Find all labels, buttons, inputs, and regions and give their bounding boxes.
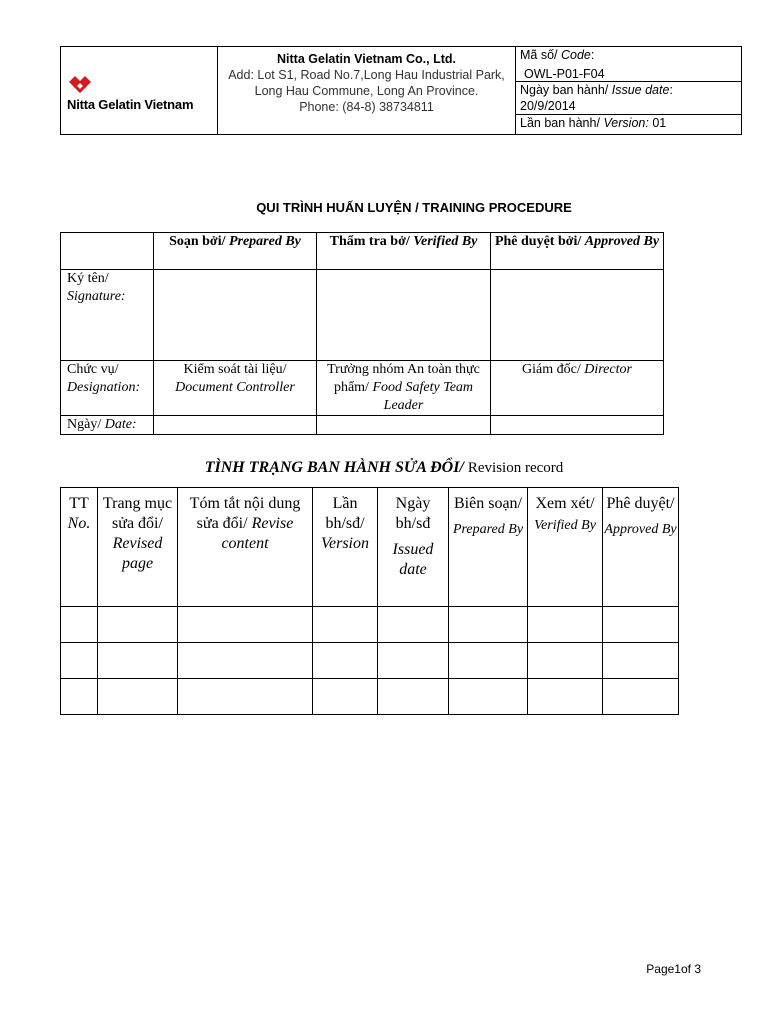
code-value: OWL-P01-F04	[516, 68, 742, 82]
col-issued-date: Ngày bh/sđ Issued date	[378, 488, 449, 607]
prepared-date	[154, 416, 317, 435]
approval-table	[60, 232, 664, 435]
col-prepared-by: Biên soạn/ Prepared By	[449, 488, 528, 607]
table-row	[61, 643, 679, 679]
col-version: Lần bh/sđ/ Version	[313, 488, 378, 607]
document-header	[60, 46, 742, 135]
table-row	[61, 607, 679, 643]
logo-text: Nitta Gelatin Vietnam	[67, 97, 194, 112]
address-line-2: Long Hau Commune, Long An Province.	[254, 84, 479, 98]
table-row	[61, 679, 679, 715]
verified-date	[317, 416, 491, 435]
code-label: Mã số/ Code:	[516, 47, 742, 68]
verified-signature	[317, 270, 491, 361]
col-revised-page: Trang mục sửa đổi/ Revised page	[98, 488, 178, 607]
company-info	[218, 47, 516, 135]
revision-table	[60, 487, 679, 715]
version-value: 01	[652, 116, 667, 130]
date-label: Ngày/ Date:	[61, 416, 154, 435]
page-number: Page1of 3	[646, 962, 701, 976]
approved-signature	[491, 270, 664, 361]
issue-date-value: 20/9/2014	[520, 99, 576, 113]
revision-header-row	[61, 488, 679, 607]
verified-by-header: Thẩm tra bở/ Verified By	[317, 233, 491, 270]
designation-label: Chức vụ/ Designation:	[61, 361, 154, 416]
signature-label: Ký tên/ Signature:	[61, 270, 154, 361]
address-line-1: Add: Lot S1, Road No.7,Long Hau Industrial Park,	[228, 68, 505, 82]
approved-date	[491, 416, 664, 435]
issue-date: Ngày ban hành/ Issue date: 20/9/2014	[516, 82, 742, 115]
version: Lần ban hành/ Version: 01	[516, 115, 742, 135]
col-revise-content: Tóm tắt nội dung sửa đổi/ Revise content	[178, 488, 313, 607]
approved-by-header: Phê duyệt bởi/ Approved By	[491, 233, 664, 270]
phone: Phone: (84-8) 38734811	[299, 100, 434, 114]
logo-cell	[61, 47, 218, 135]
approval-corner	[61, 233, 154, 270]
prepared-signature	[154, 270, 317, 361]
prepared-designation: Kiểm soát tài liệu/ Document Controller	[154, 361, 317, 416]
approved-designation: Giám đốc/ Director	[491, 361, 664, 416]
prepared-by-header: Soạn bởi/ Prepared By	[154, 233, 317, 270]
document-title: QUI TRÌNH HUẤN LUYỆN / TRAINING PROCEDURE	[256, 200, 572, 215]
revision-record-title: TÌNH TRẠNG BAN HÀNH SỬA ĐỔI/ Revision record	[204, 459, 564, 476]
company-name: Nitta Gelatin Vietnam Co., Ltd.	[277, 52, 456, 66]
verified-designation: Trưởng nhóm An toàn thực phẩm/ Food Safety Team Leader	[317, 361, 491, 416]
col-approved-by: Phê duyệt/ Approved By	[603, 488, 679, 607]
col-verified-by: Xem xét/ Verified By	[528, 488, 603, 607]
col-no: TT No.	[61, 488, 98, 607]
nitta-logo-icon	[67, 74, 93, 94]
